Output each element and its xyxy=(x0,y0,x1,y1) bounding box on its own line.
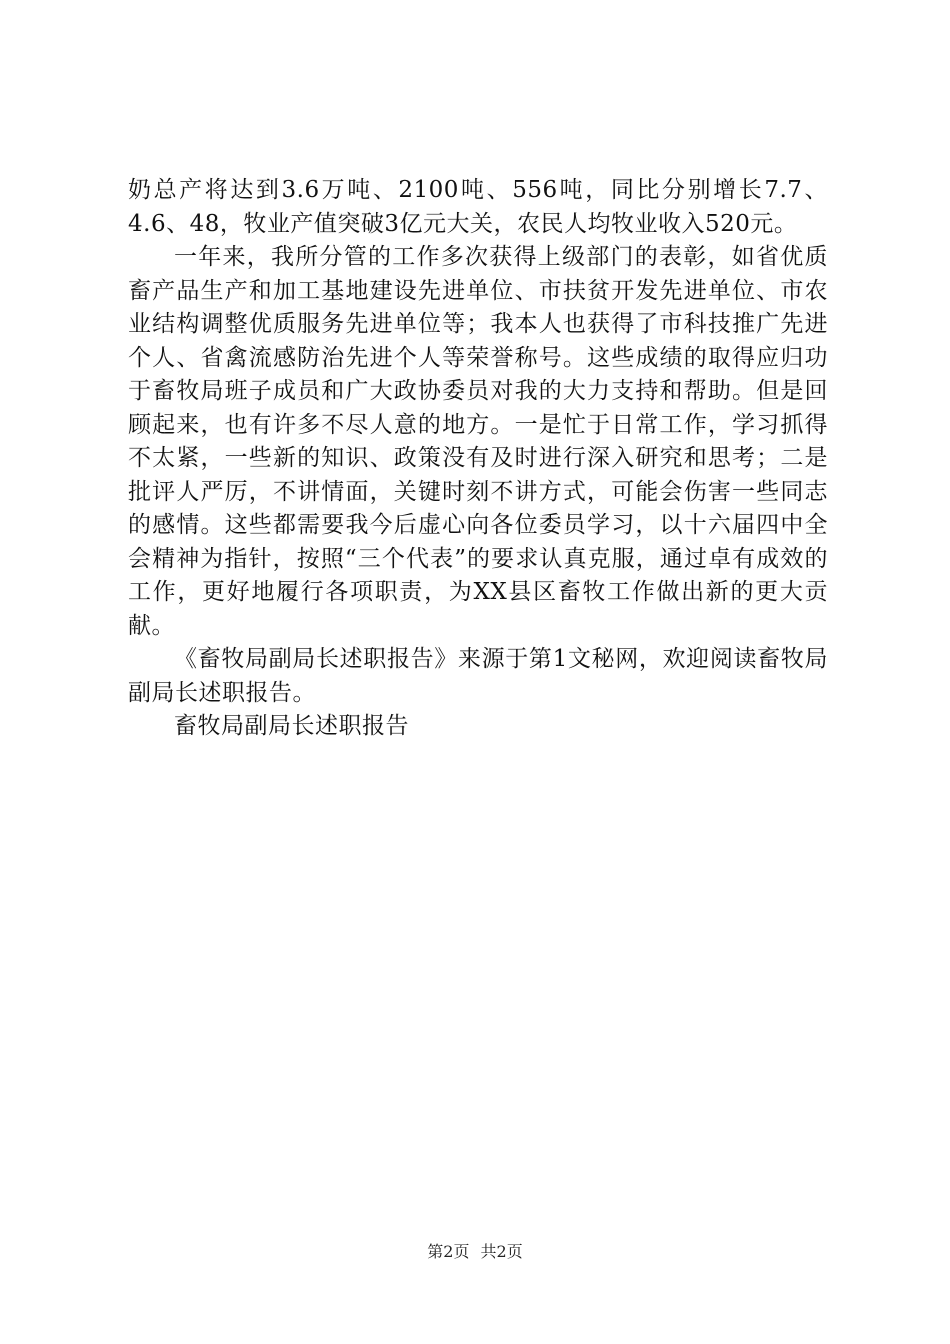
paragraph-achievements: 一年来，我所分管的工作多次获得上级部门的表彰，如省优质畜产品生产和加工基地建设先进单位、市扶贫开发先进单位、市农业结构调整优质服务先进单位等；我本人也获得了市科技推广先进个人、省禽流感防治先进个人等荣誉称号。这些成绩的取得应归功于畜牧局班子成员和广大政协委员对我的大力支持和帮助。但是回顾起来，也有许多不尽人意的地方。一是忙于日常工作，学习抓得不太紧，一些新的知识、政策没有及时进行深入研究和思考；二是批评人严厉，不讲情面，关键时刻不讲方式，可能会伤害一些同志的感情。这些都需要我今后虚心向各位委员学习，以十六届四中全会精神为指针，按照“三个代表”的要求认真克服，通过卓有成效的工作，更好地履行各项职责，为XX县区畜牧工作做出新的更大贡献。 xyxy=(128,244,828,639)
paragraph-source-note: 《畜牧局副局长述职报告》来源于第1文秘网，欢迎阅读畜牧局副局长述职报告。 xyxy=(128,646,828,706)
paragraph-output-stats: 奶总产将达到3.6万吨、2100吨、556吨，同比分别增长7.7、4.6、48，牧业产值突破3亿元大关，农民人均牧业收入520元。 xyxy=(128,177,828,237)
document-body xyxy=(128,174,828,744)
page-number-current: 第2页 xyxy=(427,1242,470,1261)
page-footer xyxy=(0,1242,950,1262)
page-number-total: 共2页 xyxy=(480,1242,523,1261)
paragraph-closing-title: 畜牧局副局长述职报告 xyxy=(174,713,409,739)
